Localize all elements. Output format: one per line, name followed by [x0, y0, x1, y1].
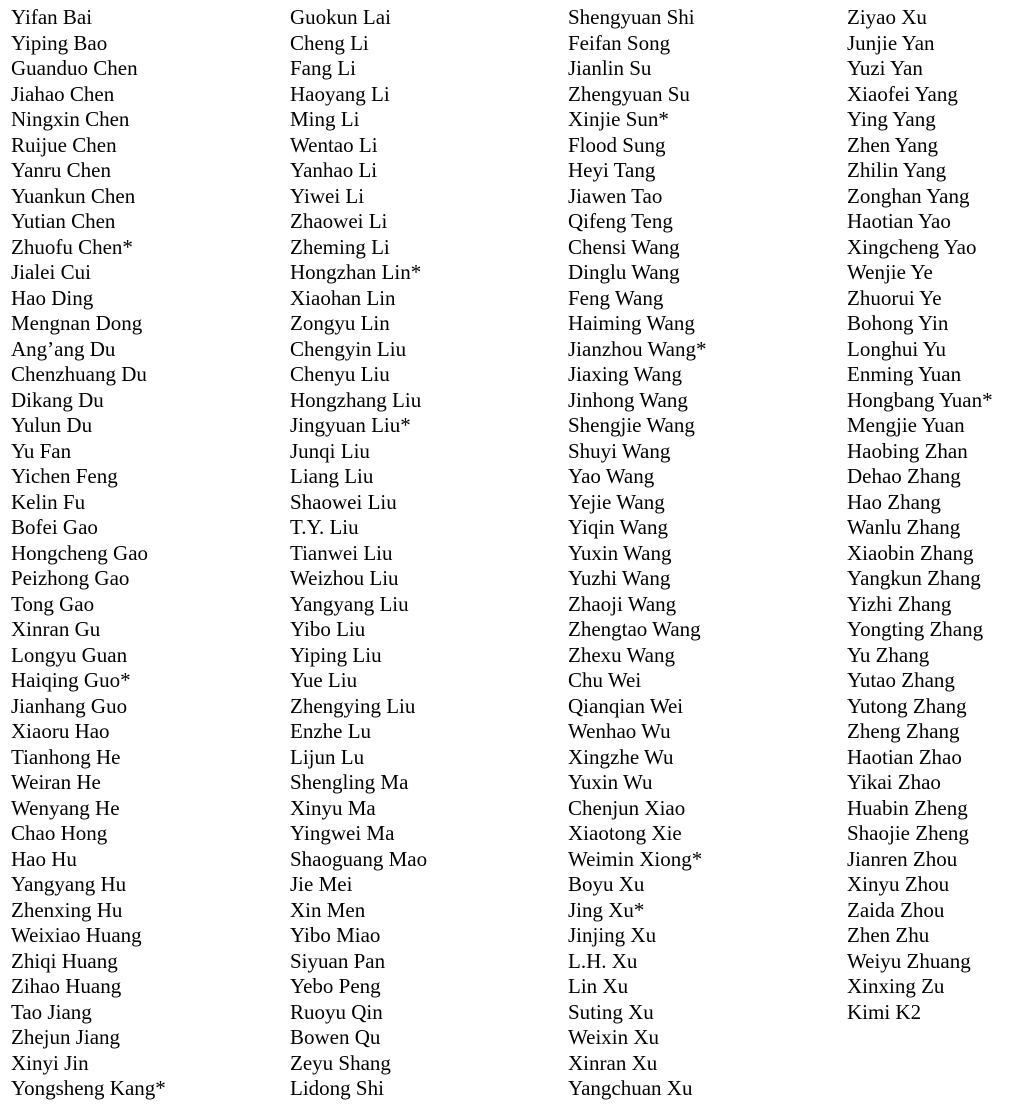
- author-name: Yibo Liu: [290, 617, 366, 641]
- author-name: Xinyi Jin: [11, 1050, 89, 1075]
- author-name: Kimi K2: [847, 999, 922, 1024]
- author-name: Yuxin Wang: [568, 540, 672, 565]
- author-name: Cheng Li: [290, 30, 369, 55]
- author-name: Yuxin Wu: [568, 770, 653, 794]
- author-name: Qifeng Teng: [568, 209, 673, 233]
- author-name: Weimin Xiong*: [568, 846, 703, 871]
- author-name: Jianhang Guo: [11, 693, 128, 718]
- author-name: Mengnan Dong: [11, 311, 143, 335]
- author-name: Yuzhi Wang: [568, 566, 671, 590]
- author-name: Hongcheng Gao: [11, 540, 149, 565]
- author-name: Zhuofu Chen*: [11, 234, 133, 259]
- author-name: Shengling Ma: [290, 770, 409, 794]
- author-name: Xinjie Sun*: [568, 107, 669, 131]
- author-name: Chao Hong: [11, 821, 108, 845]
- author-name: Zhengtao Wang: [568, 617, 701, 641]
- author-name: Wentao Li: [290, 132, 378, 157]
- author-name: Zhiqi Huang: [11, 948, 118, 973]
- author-name: Heyi Tang: [568, 158, 656, 182]
- author-name: Jiaxing Wang: [568, 362, 682, 386]
- author-name: Chenzhuang Du: [11, 362, 147, 386]
- author-name: Ruoyu Qin: [290, 999, 383, 1024]
- author-name: Zhaowei Li: [290, 209, 388, 233]
- author-name: Flood Sung: [568, 132, 666, 157]
- author-name: Yikai Zhao: [847, 770, 941, 794]
- author-name: Yongting Zhang: [847, 617, 984, 641]
- author-name: Zhejun Jiang: [11, 1025, 121, 1049]
- author-name: Mengjie Yuan: [847, 413, 965, 437]
- author-name: Wenjie Ye: [847, 260, 933, 284]
- author-name: Shaoguang Mao: [290, 846, 428, 871]
- author-name: Yangyang Hu: [11, 872, 127, 896]
- author-name: Tianhong He: [11, 744, 121, 769]
- author-name: Kelin Fu: [11, 489, 86, 514]
- author-name: Jianlin Su: [568, 56, 652, 80]
- author-name: Ruijue Chen: [11, 132, 117, 157]
- author-name: Xinxing Zu: [847, 974, 945, 998]
- author-name: Chengyin Liu: [290, 336, 407, 361]
- author-name: Xinran Xu: [568, 1050, 658, 1075]
- author-name: Longyu Guan: [11, 642, 128, 667]
- author-name: Liang Liu: [290, 464, 374, 488]
- author-name: Xin Men: [290, 897, 366, 922]
- author-name: Yulun Du: [11, 413, 93, 437]
- author-name: Yangkun Zhang: [847, 566, 981, 590]
- author-name: L.H. Xu: [568, 948, 638, 973]
- author-name: Jing Xu*: [568, 897, 645, 922]
- author-name: Yebo Peng: [290, 974, 381, 998]
- author-name: Tianwei Liu: [290, 540, 393, 565]
- author-name: Guanduo Chen: [11, 56, 138, 80]
- author-name: Jiawen Tao: [568, 183, 663, 208]
- author-name: Jinhong Wang: [568, 387, 688, 412]
- author-name: Hao Ding: [11, 285, 94, 310]
- author-name: Weixiao Huang: [11, 923, 142, 947]
- author-name: Jialei Cui: [11, 260, 91, 284]
- author-name: Yutao Zhang: [847, 668, 955, 692]
- author-name: Boyu Xu: [568, 872, 645, 896]
- author-name: Yifan Bai: [11, 5, 93, 29]
- author-name: Jianren Zhou: [847, 846, 958, 871]
- author-name: Enzhe Lu: [290, 719, 372, 743]
- author-column-2: [290, 5, 427, 1102]
- author-name: Fang Li: [290, 56, 356, 80]
- author-name: Yuzi Yan: [847, 56, 923, 80]
- author-name: Zonghan Yang: [847, 183, 970, 208]
- author-name: Zhuorui Ye: [847, 285, 942, 310]
- author-name: Haiqing Guo*: [11, 668, 131, 692]
- author-name: Yanru Chen: [11, 158, 111, 182]
- author-name: Yao Wang: [568, 464, 655, 488]
- author-name: Chenyu Liu: [290, 362, 390, 386]
- author-name: Shaowei Liu: [290, 489, 397, 514]
- author-name: Chensi Wang: [568, 234, 680, 259]
- author-name: Wanlu Zhang: [847, 515, 961, 539]
- author-name: Zhen Yang: [847, 132, 939, 157]
- author-name: Zihao Huang: [11, 974, 122, 998]
- author-name: Jingyuan Liu*: [290, 413, 411, 437]
- author-name: T.Y. Liu: [290, 515, 359, 539]
- author-name: Haobing Zhan: [847, 438, 968, 463]
- author-name: Zhengyuan Su: [568, 81, 690, 106]
- author-name: Lijun Lu: [290, 744, 365, 769]
- author-name: Haiming Wang: [568, 311, 695, 335]
- author-name: Xiaoru Hao: [11, 719, 110, 743]
- author-name: Xiaohan Lin: [290, 285, 396, 310]
- author-name: Xinran Gu: [11, 617, 101, 641]
- author-name-list: [0, 5, 1022, 1105]
- author-name: Guokun Lai: [290, 5, 391, 29]
- author-name: Bohong Yin: [847, 311, 949, 335]
- author-name: Junjie Yan: [847, 30, 935, 55]
- author-name: Weiran He: [11, 770, 101, 794]
- author-name: Yu Fan: [11, 438, 72, 463]
- author-name: Junqi Liu: [290, 438, 370, 463]
- author-name: Yutian Chen: [11, 209, 116, 233]
- author-name: Haotian Yao: [847, 209, 951, 233]
- author-name: Lin Xu: [568, 974, 629, 998]
- author-name: Wenhao Wu: [568, 719, 671, 743]
- author-name: Yiping Liu: [290, 642, 382, 667]
- author-column-3: [568, 5, 706, 1102]
- author-name: Yejie Wang: [568, 489, 665, 514]
- author-name: Hongbang Yuan*: [847, 387, 993, 412]
- author-name: Yanhao Li: [290, 158, 378, 182]
- author-name: Lidong Shi: [290, 1076, 384, 1100]
- author-name: Bofei Gao: [11, 515, 98, 539]
- author-name: Yiqin Wang: [568, 515, 669, 539]
- author-name: Yuankun Chen: [11, 183, 136, 208]
- author-column-1: [11, 5, 166, 1102]
- author-name: Tao Jiang: [11, 999, 92, 1024]
- author-name: Yutong Zhang: [847, 693, 967, 718]
- author-name: Ying Yang: [847, 107, 936, 131]
- author-name: Yu Zhang: [847, 642, 930, 667]
- author-name: Feifan Song: [568, 30, 671, 55]
- author-name: Xinyu Zhou: [847, 872, 950, 896]
- author-name: Weixin Xu: [568, 1025, 660, 1049]
- author-name: Chu Wei: [568, 668, 642, 692]
- author-name: Zheming Li: [290, 234, 390, 259]
- author-name: Weiyu Zhuang: [847, 948, 971, 973]
- author-name: Hongzhan Lin*: [290, 260, 422, 284]
- author-name: Jiahao Chen: [11, 81, 115, 106]
- author-name: Shaojie Zheng: [847, 821, 969, 845]
- author-name: Zeyu Shang: [290, 1050, 391, 1075]
- author-name: Shengjie Wang: [568, 413, 695, 437]
- author-name: Suting Xu: [568, 999, 654, 1024]
- author-name: Dikang Du: [11, 387, 104, 412]
- author-name: Yue Liu: [290, 668, 358, 692]
- author-name: Yibo Miao: [290, 923, 381, 947]
- author-name: Haotian Zhao: [847, 744, 962, 769]
- author-name: Jianzhou Wang*: [568, 336, 707, 361]
- author-name: Zhexu Wang: [568, 642, 675, 667]
- author-name: Peizhong Gao: [11, 566, 130, 590]
- author-name: Yangchuan Xu: [568, 1076, 693, 1100]
- author-name: Ming Li: [290, 107, 360, 131]
- author-name: Shengyuan Shi: [568, 5, 695, 29]
- author-name: Jie Mei: [290, 872, 353, 896]
- author-name: Yichen Feng: [11, 464, 118, 488]
- author-name: Feng Wang: [568, 285, 664, 310]
- author-name: Zhenxing Hu: [11, 897, 123, 922]
- author-name: Yiping Bao: [11, 30, 108, 55]
- author-name: Xingzhe Wu: [568, 744, 674, 769]
- author-name: Zhilin Yang: [847, 158, 947, 182]
- author-name: Tong Gao: [11, 591, 95, 616]
- author-name: Yangyang Liu: [290, 591, 409, 616]
- author-name: Bowen Qu: [290, 1025, 381, 1049]
- author-name: Xingcheng Yao: [847, 234, 977, 259]
- author-name: Yiwei Li: [290, 183, 365, 208]
- author-name: Zheng Zhang: [847, 719, 960, 743]
- author-name: Zhen Zhu: [847, 923, 930, 947]
- author-name: Siyuan Pan: [290, 948, 386, 973]
- author-name: Yizhi Zhang: [847, 591, 952, 616]
- author-name: Zaida Zhou: [847, 897, 945, 922]
- author-name: Longhui Yu: [847, 336, 946, 361]
- author-name: Zhengying Liu: [290, 693, 416, 718]
- author-name: Zongyu Lin: [290, 311, 390, 335]
- author-name: Qianqian Wei: [568, 693, 684, 718]
- author-name: Hongzhang Liu: [290, 387, 422, 412]
- author-name: Weizhou Liu: [290, 566, 399, 590]
- author-name: Wenyang He: [11, 795, 120, 820]
- author-name: Chenjun Xiao: [568, 795, 686, 820]
- author-name: Haoyang Li: [290, 81, 390, 106]
- author-name: Dehao Zhang: [847, 464, 961, 488]
- author-name: Xiaotong Xie: [568, 821, 682, 845]
- author-name: Hao Hu: [11, 846, 77, 871]
- author-name: Xinyu Ma: [290, 795, 376, 820]
- author-name: Yingwei Ma: [290, 821, 395, 845]
- author-name: Enming Yuan: [847, 362, 962, 386]
- author-column-4: [847, 5, 993, 1025]
- author-name: Ang’ang Du: [11, 336, 116, 361]
- author-name: Jinjing Xu: [568, 923, 657, 947]
- author-name: Ningxin Chen: [11, 107, 130, 131]
- author-name: Yongsheng Kang*: [11, 1076, 166, 1100]
- author-name: Huabin Zheng: [847, 795, 968, 820]
- author-name: Zhaoji Wang: [568, 591, 677, 616]
- author-name: Xiaobin Zhang: [847, 540, 974, 565]
- author-name: Shuyi Wang: [568, 438, 671, 463]
- author-name: Dinglu Wang: [568, 260, 680, 284]
- author-name: Ziyao Xu: [847, 5, 927, 29]
- author-name: Hao Zhang: [847, 489, 941, 514]
- author-name: Xiaofei Yang: [847, 81, 958, 106]
